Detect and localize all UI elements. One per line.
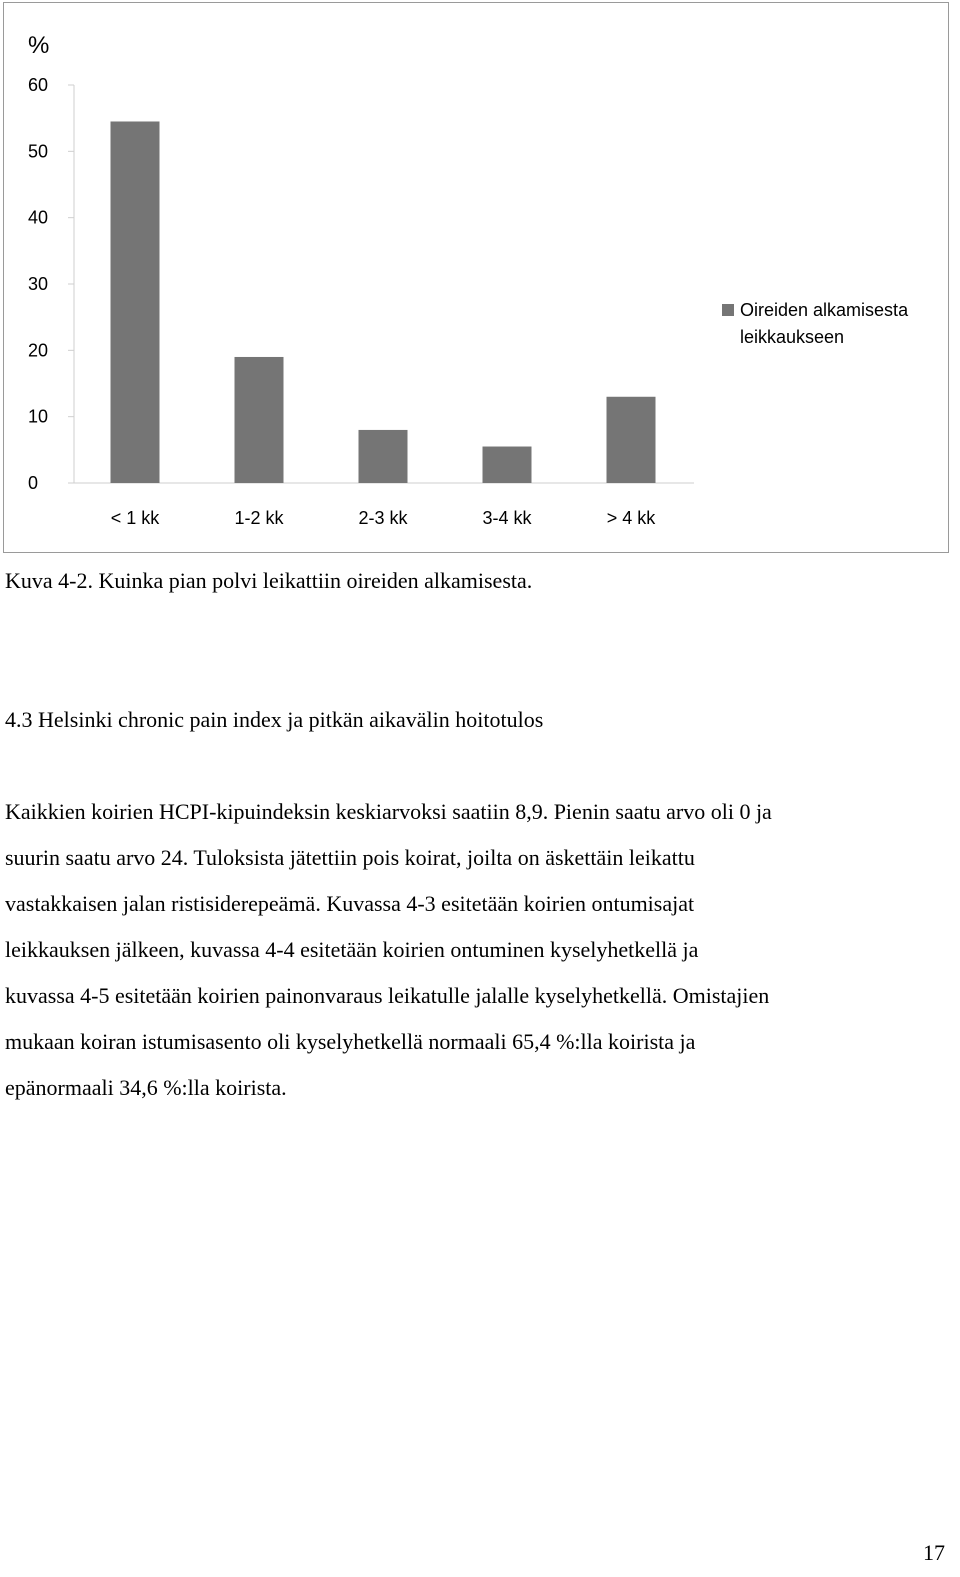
- paragraph-line: leikkauksen jälkeen, kuvassa 4-4 esitetään koirien ontuminen kyselyhetkellä ja: [5, 937, 699, 962]
- bar: [359, 430, 408, 483]
- x-tick-label: > 4 kk: [606, 508, 656, 528]
- y-tick-label: 40: [28, 207, 49, 228]
- bar: [483, 447, 532, 483]
- x-tick-label: < 1 kk: [110, 508, 160, 528]
- page-number: 17: [923, 1540, 945, 1565]
- legend-label-line-1: Oireiden alkamisesta: [740, 300, 909, 320]
- legend: [722, 300, 909, 347]
- y-tick-label: 50: [28, 141, 49, 162]
- paragraph-line: suurin saatu arvo 24. Tuloksista jätettiin pois koirat, joilta on äskettäin leikattu: [5, 845, 695, 870]
- legend-swatch: [722, 304, 734, 316]
- paragraph-line: mukaan koiran istumisasento oli kyselyhetkellä normaali 65,4 %:lla koirista ja: [5, 1029, 696, 1054]
- chart-frame: [3, 2, 949, 553]
- bar-chart: [4, 3, 950, 554]
- y-tick-label: 0: [28, 473, 39, 493]
- y-tick-label: 30: [28, 274, 49, 294]
- bars: [111, 121, 656, 483]
- y-tick-label: 10: [28, 406, 49, 427]
- paragraph-line: epänormaali 34,6 %:lla koirista.: [5, 1075, 287, 1100]
- body-paragraph: [5, 789, 950, 1111]
- figure-caption: Kuva 4-2. Kuinka pian polvi leikattiin oireiden alkamisesta.: [5, 568, 533, 593]
- x-axis-ticks: [111, 508, 657, 528]
- y-tick-label: 20: [28, 340, 49, 361]
- x-tick-label: 1-2 kk: [234, 508, 284, 528]
- bar: [607, 397, 656, 483]
- x-tick-label: 2-3 kk: [358, 508, 408, 528]
- paragraph-line: vastakkaisen jalan ristisiderepeämä. Kuvassa 4-3 esitetään koirien ontumisajat: [5, 891, 695, 916]
- section-heading: 4.3 Helsinki chronic pain index ja pitkän aikavälin hoitotulos: [5, 707, 544, 732]
- x-tick-label: 3-4 kk: [482, 508, 532, 528]
- legend-label-line-2: leikkaukseen: [740, 327, 845, 347]
- bar: [235, 357, 284, 483]
- paragraph-line: Kaikkien koirien HCPI-kipuindeksin keskiarvoksi saatiin 8,9. Pienin saatu arvo oli 0 ja: [5, 799, 772, 824]
- y-axis-unit-label: %: [28, 32, 50, 59]
- paragraph-line: kuvassa 4-5 esitetään koirien painonvaraus leikatulle jalalle kyselyhetkellä. Omistajien: [5, 983, 770, 1008]
- y-tick-label: 60: [28, 75, 49, 95]
- bar: [111, 121, 160, 483]
